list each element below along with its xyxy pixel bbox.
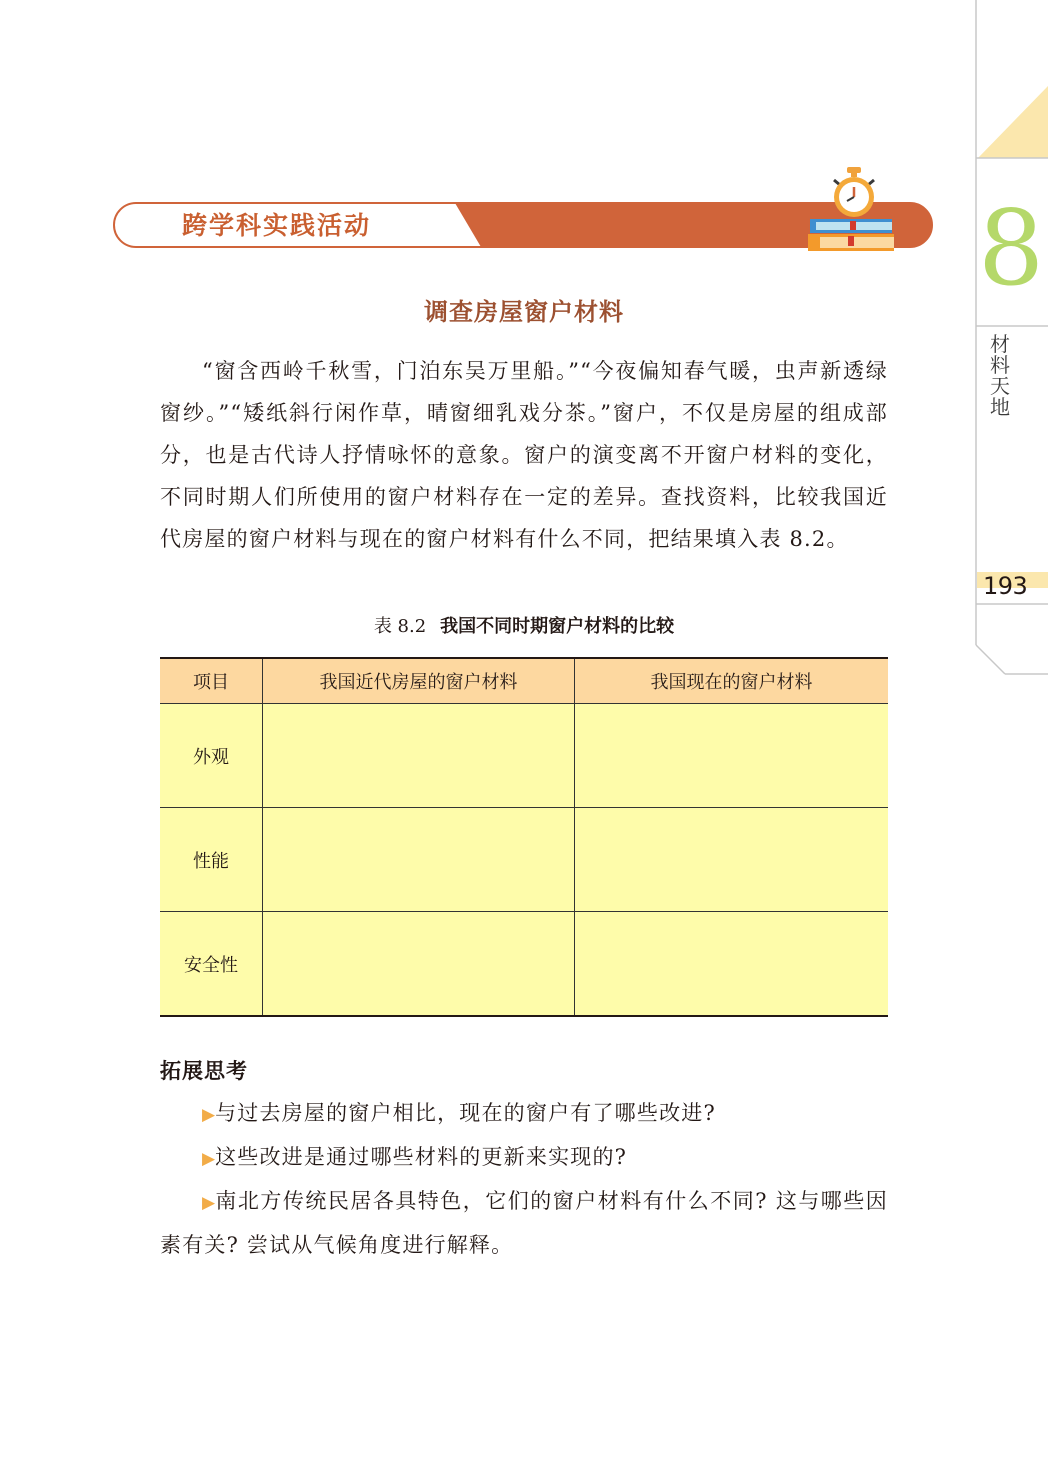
extension-list <box>160 1092 888 1266</box>
stopwatch-on-books-icon <box>806 166 896 254</box>
question-text: 这些改进是通过哪些材料的更新来实现的? <box>215 1145 628 1169</box>
extension-title: 拓展思考 <box>160 1059 248 1083</box>
header-modern-era: 我国近代房屋的窗户材料 <box>263 658 575 704</box>
triangle-bullet-icon: ▶ <box>202 1105 216 1125</box>
intro-paragraph: “窗含西岭千秋雪，门泊东吴万里船。”“今夜偏知春气暖，虫声新透绿窗纱。”“矮纸斜行闲作草，晴窗细乳戏分茶。”窗户，不仅是房屋的组成部分，也是古代诗人抒情咏怀的意象。窗户的演变离不开窗户材料的变化，不同时期人们所使用的窗户材料存在一定的差异。查找资料，比较我国近代房屋的窗户材料与现在的窗户材料有什么不同，把结果填入表 8.2。 <box>160 359 888 551</box>
section-label: 跨学科实践活动 <box>182 211 372 240</box>
modern-era-cell <box>263 912 575 1017</box>
present-cell <box>575 912 889 1017</box>
question-text: 与过去房屋的窗户相比，现在的窗户有了哪些改进? <box>215 1101 716 1125</box>
chapter-number: 8 <box>978 187 1045 309</box>
present-cell <box>575 808 889 912</box>
header-present: 我国现在的窗户材料 <box>575 658 889 704</box>
chapter-title: 材料天地 <box>990 332 1010 419</box>
present-cell <box>575 704 889 808</box>
table-row <box>160 704 888 808</box>
list-item <box>160 1092 888 1136</box>
modern-era-cell <box>263 808 575 912</box>
row-label: 性能 <box>160 808 263 912</box>
table-caption-number: 表 8.2 <box>373 616 427 637</box>
triangle-bullet-icon: ▶ <box>202 1149 216 1169</box>
table-row <box>160 808 888 912</box>
table-row <box>160 912 888 1017</box>
table-caption <box>160 614 888 640</box>
header-item: 项目 <box>160 658 263 704</box>
activity-title: 调查房屋窗户材料 <box>424 298 624 326</box>
list-item <box>160 1136 888 1180</box>
table-header-row <box>160 658 888 704</box>
list-item <box>160 1180 888 1266</box>
row-label: 安全性 <box>160 912 263 1017</box>
page-number: 193 <box>983 572 1028 600</box>
modern-era-cell <box>263 704 575 808</box>
triangle-bullet-icon: ▶ <box>202 1193 216 1213</box>
question-text: 南北方传统民居各具特色，它们的窗户材料有什么不同? 这与哪些因素有关? 尝试从气候角度进行解释。 <box>160 1189 888 1257</box>
row-label: 外观 <box>160 704 263 808</box>
comparison-table <box>160 657 888 1017</box>
table-caption-text: 我国不同时期窗户材料的比较 <box>440 616 675 637</box>
